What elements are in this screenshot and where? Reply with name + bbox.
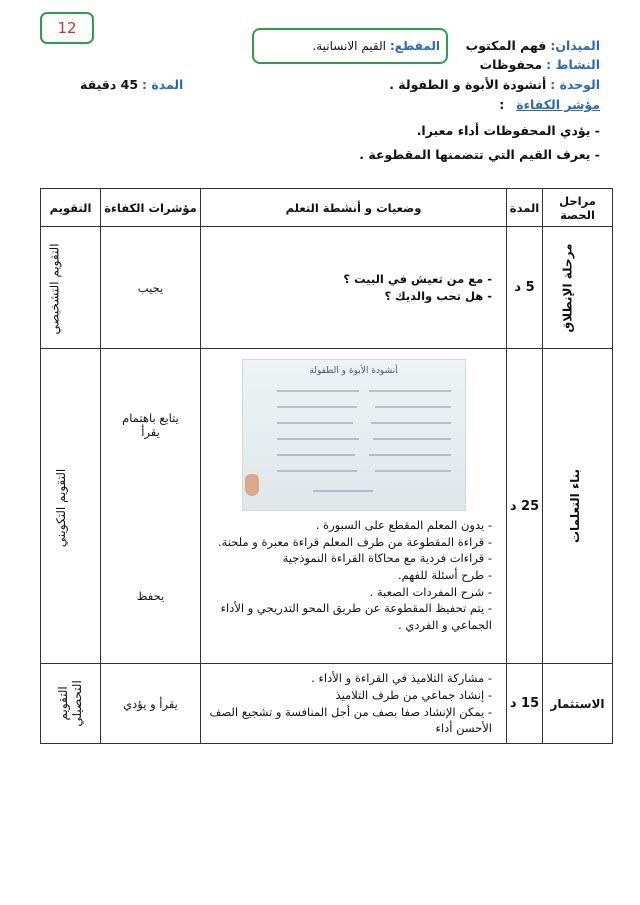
stage-cell: الاستثمار	[543, 664, 613, 744]
indicator-text: يقرأ	[141, 425, 160, 439]
competence-item-2: - يعرف القيم التي تتضمنها المقطوعة .	[359, 147, 600, 162]
poem-image	[242, 359, 466, 511]
duration-cell: 5 د	[507, 227, 543, 349]
indicator-text: يتابع باهتمام	[122, 411, 179, 425]
evaluation-label: التقويم التكويني	[53, 468, 68, 547]
question-item: - هل تحب والديك ؟	[205, 288, 492, 305]
unit-value: أنشودة الأبوة و الطفولة .	[389, 77, 547, 92]
segment-label: المقطع:	[390, 39, 440, 53]
segment-value: القيم الانسانية.	[312, 39, 386, 53]
activities-cell	[201, 664, 507, 744]
activity-item: - يتم تحفيظ المقطوعة عن طريق المحو التدريجي و الأداء الجماعي و الفردي .	[205, 600, 492, 633]
indicator-cell	[101, 349, 201, 664]
duration-label: المدة :	[142, 77, 184, 92]
lesson-plan-table	[40, 188, 613, 744]
activities-cell	[201, 349, 507, 664]
evaluation-cell	[41, 227, 101, 349]
field-value: فهم المكتوب	[465, 38, 547, 53]
activity-item: - قراءة المقطوعة من طرف المعلم قراءة معبرة و ملحنة.	[205, 534, 492, 551]
evaluation-cell	[41, 664, 101, 744]
page-number: 12	[57, 19, 77, 37]
stage-cell	[543, 227, 613, 349]
activity-item: - طرح أسئلة للفهم.	[205, 567, 492, 584]
indicator-line	[499, 97, 600, 112]
activity-value: محفوظات	[479, 57, 543, 72]
indicator-colon: :	[499, 97, 505, 112]
activities-list	[201, 670, 506, 737]
header-stages: مراحل الحصة	[543, 189, 613, 227]
duration-value: 45 دقيقة	[80, 77, 139, 92]
indicator-cell: يقرأ و يؤدي	[101, 664, 201, 744]
table-row	[41, 664, 613, 744]
activity-item: - يدون المعلم المقطع على السبورة .	[205, 517, 492, 534]
unit-line	[389, 77, 600, 92]
activity-line	[480, 57, 600, 72]
field-line	[466, 38, 600, 53]
evaluation-label	[56, 680, 85, 726]
evaluation-line: التحصيلي	[70, 680, 85, 727]
activity-item: - إنشاد جماعي من طرف التلاميذ	[205, 687, 492, 704]
header-activities: وضعيات و أنشطة التعلم	[201, 189, 507, 227]
indicator-cell: يجيب	[101, 227, 201, 349]
activity-item: - يمكن الإنشاد صفا بصف من أجل المنافسة و تشجيع الصف الأحسن أداء	[205, 704, 492, 737]
field-label: الميدان:	[550, 38, 600, 53]
duration-line	[80, 77, 183, 92]
evaluation-label: التقويم التشخيصي	[47, 243, 62, 335]
duration-cell: 25 د	[507, 349, 543, 664]
stage-cell	[543, 349, 613, 664]
stage-label: مرحلة الإنطلاق	[560, 243, 575, 332]
indicator-text: يحفظ	[136, 589, 165, 603]
indicator-label: مؤشر الكفاءة	[516, 97, 600, 112]
activities-cell	[201, 227, 507, 349]
activity-label: النشاط :	[546, 57, 600, 72]
header-duration: المدة	[507, 189, 543, 227]
header-indicators: مؤشرات الكفاءة	[101, 189, 201, 227]
activity-item: - مشاركة التلاميذ في القراءة و الأداء .	[205, 670, 492, 687]
activities-list	[201, 517, 506, 634]
header-evaluation: التقويم	[41, 189, 101, 227]
stage-label: بناء التعلمات	[567, 468, 582, 544]
page-number-badge	[40, 12, 94, 44]
hand-icon	[245, 474, 259, 496]
table-row	[41, 227, 613, 349]
activity-item: - شرح المفردات الصعبة .	[205, 584, 492, 601]
evaluation-line: التقويم	[56, 686, 71, 721]
evaluation-cell	[41, 349, 101, 664]
duration-cell: 15 د	[507, 664, 543, 744]
table-row	[41, 349, 613, 664]
table-header-row	[41, 189, 613, 227]
competence-item-1: - يؤدي المحفوظات أداء معبرا.	[416, 123, 600, 138]
question-item: - مع من تعيش في البيت ؟	[205, 271, 492, 288]
unit-label: الوحدة :	[550, 77, 600, 92]
poem-title: أنشودة الأبوة و الطفولة	[309, 366, 398, 376]
activity-item: - قراءات فردية مع محاكاة القراءة النموذجية	[205, 550, 492, 567]
questions-list	[201, 271, 506, 304]
segment-box	[252, 28, 448, 64]
